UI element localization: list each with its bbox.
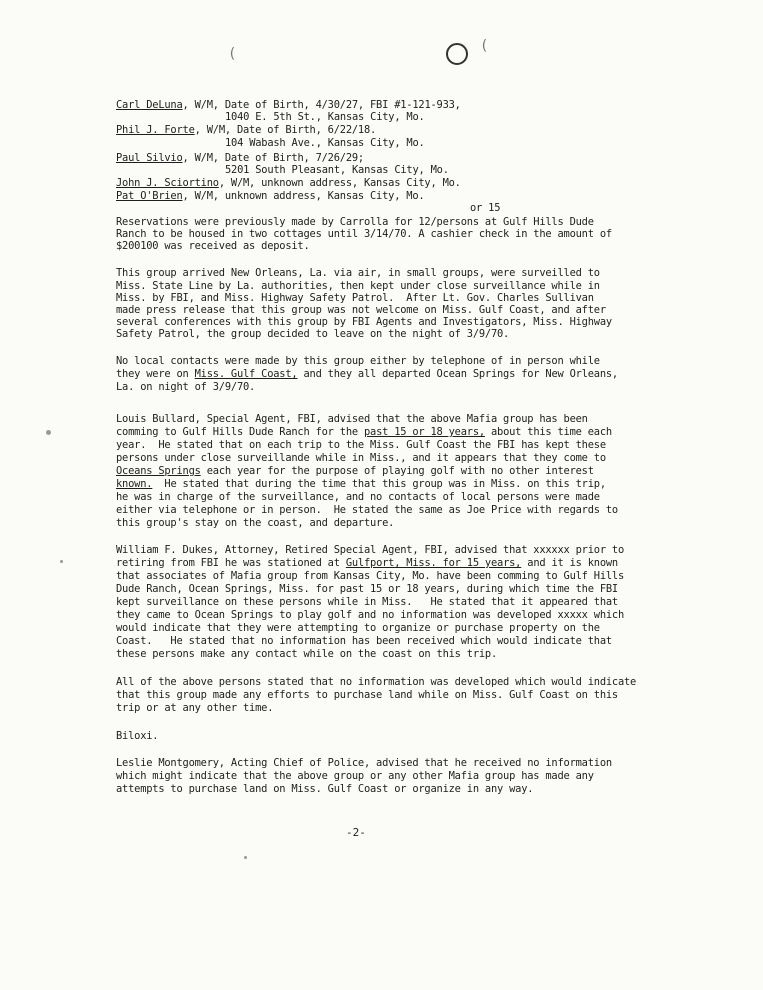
person-details: , W/M, unknown address, Kansas City, Mo. (218, 177, 461, 189)
person-address: 5201 South Pleasant, Kansas City, Mo. (225, 164, 449, 176)
paragraph-line: either via telephone or in person. He stated the same as Joe Price with regards to (116, 504, 618, 516)
text-run: and it is known (521, 557, 618, 569)
underlined-text: Miss. Gulf Coast, (194, 368, 298, 380)
person-name: Pat O'Brien (116, 190, 183, 202)
person-address: 104 Wabash Ave., Kansas City, Mo. (225, 137, 425, 149)
person-address: 1040 E. 5th St., Kansas City, Mo. (225, 111, 425, 123)
paragraph-line: that associates of Mafia group from Kansas City, Mo. have been comming to Gulf Hills (116, 570, 625, 582)
paragraph-line: Dude Ranch, Ocean Springs, Miss. for past 15 or 18 years, during which time the FBI (116, 583, 618, 595)
person-entry (116, 99, 461, 111)
page-number: -2- (346, 826, 366, 839)
text-run: each year for the purpose of playing golf with no other interest (200, 465, 594, 477)
paragraph-line: trip or at any other time. (116, 702, 274, 714)
person-details: , W/M, Date of Birth, 6/22/18. (194, 124, 377, 136)
pen-mark: ( (480, 38, 489, 54)
paragraph-line: this group's stay on the coast, and departure. (116, 517, 395, 529)
person-name: Phil J. Forte (116, 124, 195, 136)
paragraph-line: he was in charge of the surveillance, and no contacts of local persons were made (116, 491, 600, 503)
paragraph-line: attempts to purchase land on Miss. Gulf Coast or organize in any way. (116, 783, 534, 795)
paragraph-line: they came to Ocean Springs to play golf and no information was developed xxxxx which (116, 609, 625, 621)
underlined-text: Oceans Springs (116, 465, 201, 477)
paragraph-line (116, 465, 594, 477)
person-entry (116, 190, 424, 202)
person-entry (116, 177, 461, 189)
paragraph-line: kept surveillance on these persons while in Miss. He stated that it appeared that (116, 596, 618, 608)
person-details: , W/M, Date of Birth, 7/26/29; (182, 152, 364, 164)
text-run: about this time each (484, 426, 612, 438)
paragraph-line: This group arrived New Orleans, La. via air, in small groups, were surveilled to (116, 267, 600, 279)
paragraph-line: Safety Patrol, the group decided to leave on the night of 3/9/70. (116, 328, 510, 340)
margin-note: or 15 (470, 202, 501, 214)
paragraph-line: Ranch to be housed in two cottages until 3/14/70. A cashier check in the amount of (116, 228, 612, 240)
paragraph-line: Leslie Montgomery, Acting Chief of Police, advised that he received no information (116, 757, 612, 769)
paragraph-line: Miss. State Line by La. authorities, then kept under close surveillance while in (116, 280, 600, 292)
underlined-text: Gulfport, Miss. for 15 years, (345, 557, 522, 569)
text-run: and they all departed Ocean Springs for New Orleans, (297, 368, 618, 380)
paragraph-line: persons under close surveillande while in Miss., and it appears that they come to (116, 452, 606, 464)
paragraph-line: which might indicate that the above group or any other Mafia group has made any (116, 770, 594, 782)
scan-speck (60, 560, 63, 563)
paragraph-line: made press release that this group was not welcome on Miss. Gulf Coast, and after (116, 304, 606, 316)
paragraph-line: All of the above persons stated that no information was developed which would indicate (116, 676, 637, 688)
pen-mark: ( (228, 46, 237, 62)
paragraph-line: La. on night of 3/9/70. (116, 381, 256, 393)
person-entry (116, 124, 376, 136)
paragraph-line: several conferences with this group by FBI Agents and Investigators, Miss. Highway (116, 316, 612, 328)
paragraph-line (116, 368, 618, 380)
punch-hole (446, 43, 468, 65)
person-details: , W/M, Date of Birth, 4/30/27, FBI #1-121-933, (182, 99, 461, 111)
text-run: He stated that during the time that this group was in Miss. on this trip, (152, 478, 606, 490)
paragraph-line: these persons make any contact while on the coast on this trip. (116, 648, 498, 660)
scan-speck (244, 856, 247, 859)
person-name: Paul Silvio (116, 152, 183, 164)
paragraph-line: $200100 was received as deposit. (116, 240, 310, 252)
person-details: , W/M, unknown address, Kansas City, Mo. (182, 190, 425, 202)
paragraph-line (116, 557, 618, 569)
person-name: John J. Sciortino (116, 177, 219, 189)
paragraph-line: year. He stated that on each trip to the Miss. Gulf Coast the FBI has kept these (116, 439, 606, 451)
paragraph-line: would indicate that they were attempting to organize or purchase property on the (116, 622, 600, 634)
paragraph-line: Reservations were previously made by Carrolla for 12/persons at Gulf Hills Dude (116, 216, 594, 228)
paragraph-line (116, 478, 606, 490)
text-run: they were on (116, 368, 195, 380)
paragraph-line: Louis Bullard, Special Agent, FBI, advised that the above Mafia group has been (116, 413, 588, 425)
paragraph-line: Coast. He stated that no information has been received which would indicate that (116, 635, 612, 647)
paragraph-line: Miss. by FBI, and Miss. Highway Safety Patrol. After Lt. Gov. Charles Sullivan (116, 292, 594, 304)
underlined-text: known. (116, 478, 153, 490)
scan-speck (46, 430, 51, 435)
paragraph-line: No local contacts were made by this group either by telephone of in person while (116, 355, 600, 367)
paragraph-line (116, 426, 612, 438)
text-run: comming to Gulf Hills Dude Ranch for the (116, 426, 364, 438)
paragraph-line: that this group made any efforts to purchase land while on Miss. Gulf Coast on this (116, 689, 618, 701)
paragraph-line: William F. Dukes, Attorney, Retired Special Agent, FBI, advised that xxxxxx prior to (116, 544, 625, 556)
section-heading: Biloxi. (116, 730, 159, 742)
underlined-text: past 15 or 18 years, (363, 426, 485, 438)
person-entry (116, 152, 364, 164)
text-run: retiring from FBI he was stationed at (116, 557, 346, 569)
person-name: Carl DeLuna (116, 99, 183, 111)
